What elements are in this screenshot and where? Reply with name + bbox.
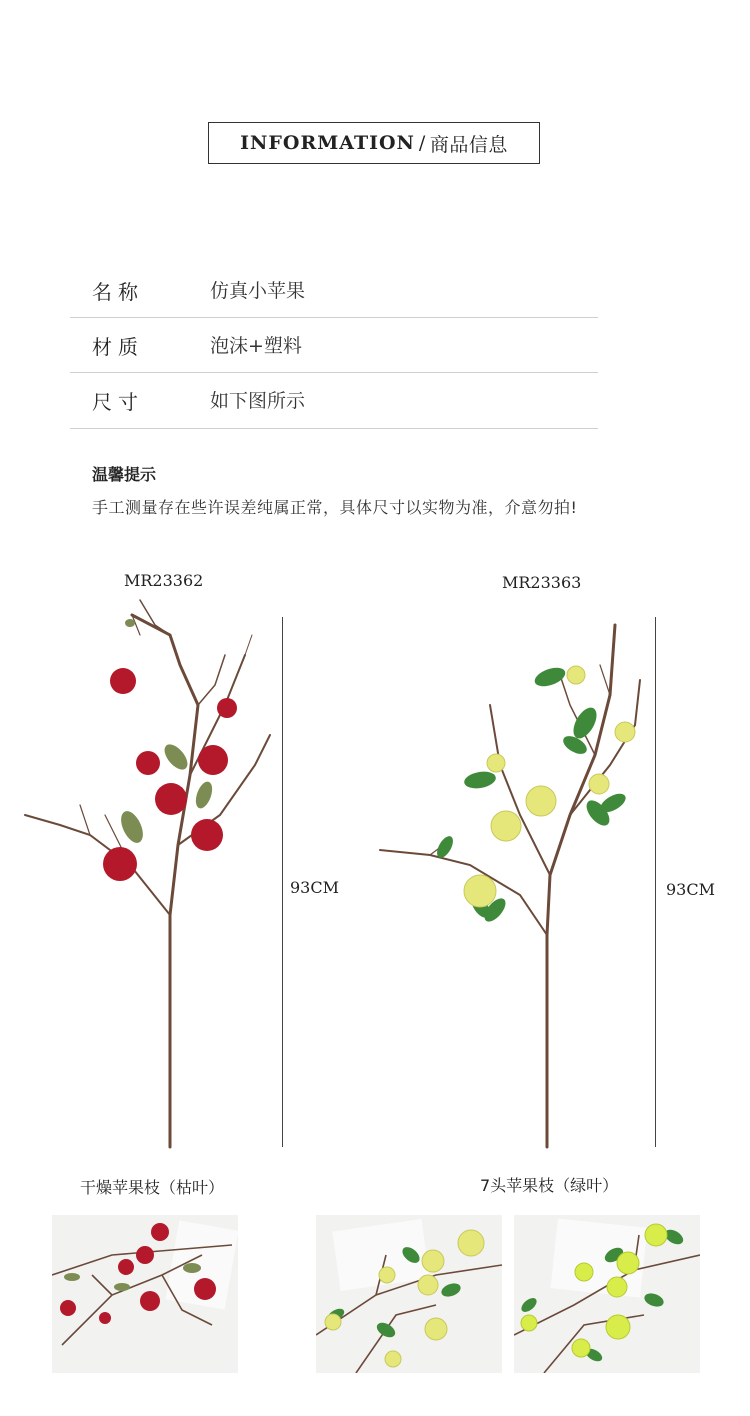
info-row-name: [70, 264, 598, 318]
divider: [70, 317, 598, 318]
section-title-en: INFORMATION: [240, 132, 415, 154]
info-value: 如下图所示: [210, 390, 306, 412]
photo-green-apple-branch-1: [316, 1215, 502, 1373]
info-row-material: [70, 319, 598, 373]
red-apples: [103, 668, 237, 881]
photo-dry-apple-branch: [52, 1215, 238, 1373]
info-label: 尺寸: [92, 390, 144, 414]
product-code-left: MR23362: [124, 571, 204, 590]
info-value: 仿真小苹果: [210, 280, 306, 302]
caption-dry-branch: 干燥苹果枝（枯叶）: [80, 1178, 225, 1197]
tip-body: 手工测量存在些许误差纯属正常，具体尺寸以实物为准，介意勿拍!: [92, 498, 578, 517]
section-title-separator: /: [418, 132, 426, 154]
section-title-box: [208, 122, 540, 164]
section-title-cn: 商品信息: [429, 133, 508, 156]
info-label: 材质: [92, 335, 144, 359]
info-label: 名称: [92, 280, 144, 304]
caption-green-branch: 7头苹果枝（绿叶）: [480, 1176, 619, 1195]
height-guide-line-left: [282, 617, 283, 1147]
product-image-red-apple-branch: [20, 595, 280, 1155]
divider: [70, 428, 598, 429]
info-value: 泡沫+塑料: [210, 335, 302, 357]
tip-title: 温馨提示: [92, 465, 157, 484]
info-row-size: [70, 374, 598, 428]
divider: [70, 372, 598, 373]
product-image-green-apple-branch: [370, 615, 660, 1155]
height-guide-line-right: [655, 617, 656, 1147]
height-label-right: 93CM: [666, 880, 715, 899]
product-code-right: MR23363: [502, 573, 582, 592]
photo-green-apple-branch-2: [514, 1215, 700, 1373]
height-label-left: 93CM: [290, 878, 339, 897]
